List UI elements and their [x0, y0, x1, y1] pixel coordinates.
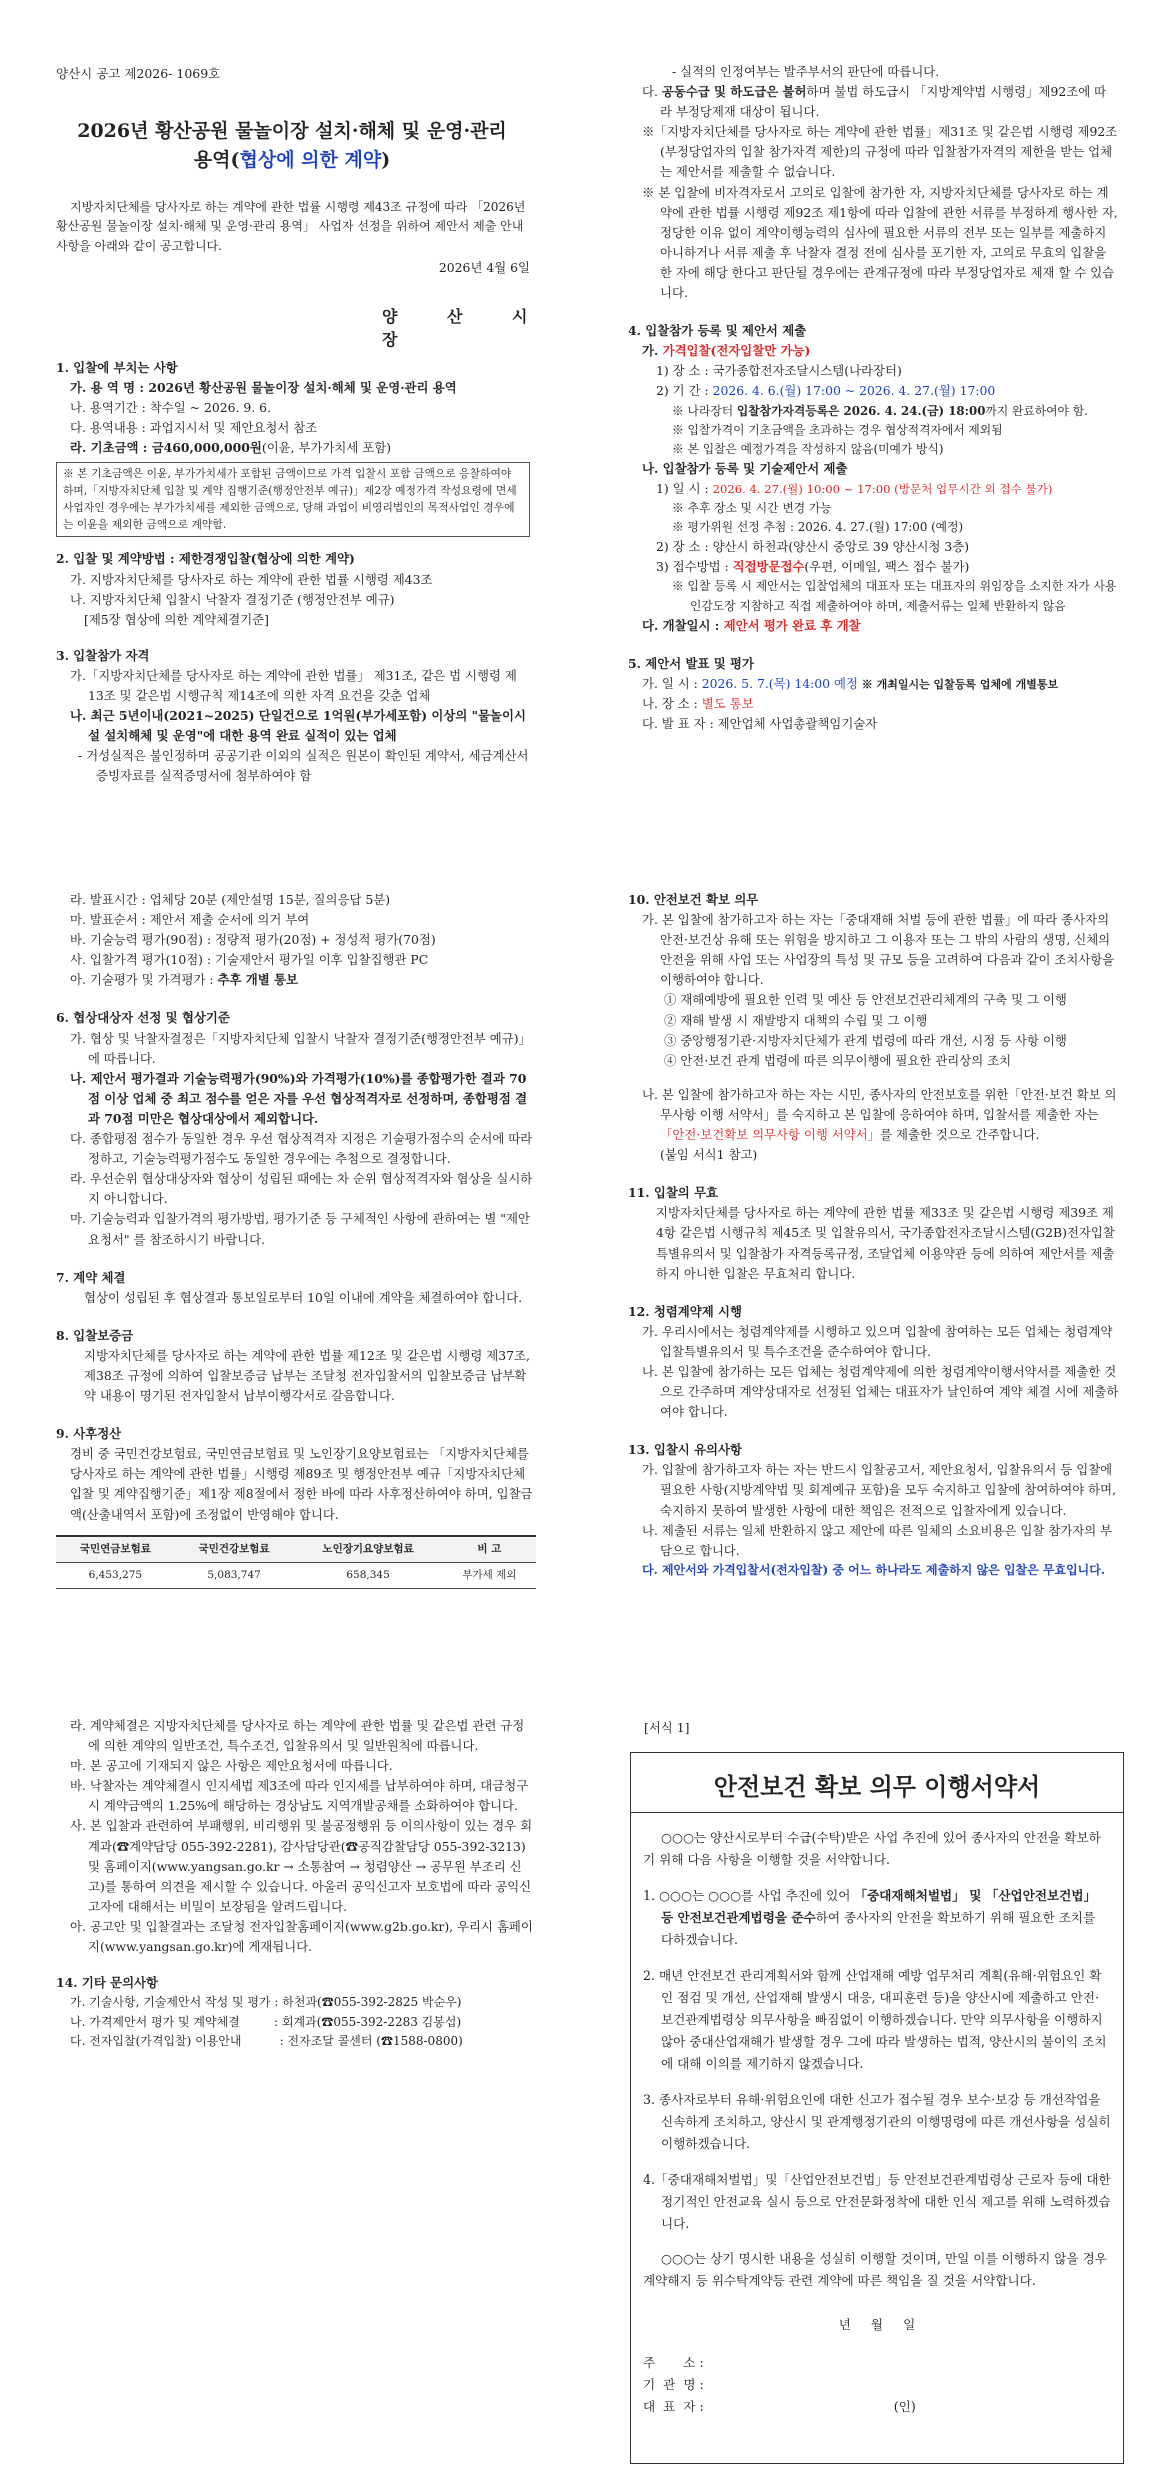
representative-field: 대 표 자 : (인): [643, 2398, 916, 2414]
notice-box: ※ 본 기초금액은 이윤, 부가가치세가 포함된 금액이므로 가격 입찰시 포함 금액으로 응찰하여야 하며,「지방자치단체 입찰 및 계약 집행기준(행정안전부 예규)」제2장 예정가격 작성요령에 면세사업자인 경우에는 부가가치세를 제외한 금액으로, 당해 과업이 비영리법인의 목적사업인 경우에는 이윤을 제외한 금액으로 계약함.: [56, 462, 530, 537]
list-item: ④ 안전·보건 관계 법령에 따른 의무이행에 필요한 관리상의 조치: [664, 1052, 1012, 1068]
list-item: 다. 용역내용 : 과업지시서 및 제안요청서 참조: [70, 420, 318, 436]
list-item: 가. 기술사항, 기술제안서 작성 및 평가 : 하천과(☎055-392-2825 박순우): [70, 1995, 462, 2010]
list-item: 라. 계약체결은 지방자치단체를 당사자로 하는 계약에 관한 법률 및 같은법 관련 규정에 의한 계약의 일반조건, 특수조건, 입찰유의서 및 일반원칙에 따릅니다.: [70, 1718, 525, 1754]
list-item: 경비 중 국민건강보험료, 국민연금보험료 및 노인장기요양보험료는 「지방자치단체를 당사자로 하는 계약에 관한 법률」시행령 제89조 및 행정안전부 예규「지방자치단체 입찰 및 계약집행기준」제1장 제8절에서 정한 바에 따라 사후정산하여야 하며, 입찰금액(산출내역서 포함)에 조정없이 반영해야 합니다.: [70, 1446, 533, 1522]
page-4: [584, 826, 1168, 1652]
section-title: 11. 입찰의 무효: [628, 1185, 719, 1201]
table-cell: 부가세 제외: [443, 1562, 536, 1588]
list-item: 가. 용 역 명 : 2026년 황산공원 물놀이장 설치·해체 및 운영·관리 용역: [70, 380, 457, 396]
list-item: 가.「지방자치단체를 당사자로 하는 계약에 관한 법률」 제31조, 같은 법 시행령 제13조 및 같은법 시행규칙 제14조에 의한 자격 요건을 갖춘 업체: [70, 667, 517, 703]
list-item: 지방자치단체를 당사자로 하는 계약에 관한 법률 제12조 및 같은법 시행령 제37조, 제38조 규정에 의하여 입찰보증금 납부는 조달청 전자입찰서의 입찰보증금 납부확약 내용이 명기된 전자입찰서 납부이행각서로 갈음합니다.: [84, 1347, 530, 1404]
list-item: ※ 나라장터 입찰참가자격등록은 2026. 4. 24.(금) 18:00까지 완료하여야 함.: [672, 403, 1088, 418]
section-title: 4. 입찰참가 등록 및 제안서 제출: [628, 323, 807, 339]
list-item: (붙임 서식1 참고): [660, 1147, 758, 1163]
list-item: ※ 본 입찰에 비자격자로서 고의로 입찰에 참가한 자, 지방자치단체를 당사자로 하는 계약에 관한 법률 시행령 제92조 제1항에 따라 입찰에 관한 서류를 부정하게 행사한 자, 정당한 이유 없이 계약이행능력의 심사에 필요한 서류의 전부 또는 일부를 제출하지 아니하거나 서류 제출 후 낙찰자 결정 전에 심사를 포기한 자, 고의로 무효의 입찰을 한 자에 해당 한다고 판단될 경우에는 관계규정에 따라 부정당업자로 제재 할 수 있습니다.: [642, 184, 1118, 301]
list-item: 마. 발표순서 : 제안서 제출 순서에 의거 부여: [70, 912, 310, 928]
pledge-item: 4.「중대재해처벌법」및「산업안전보건법」등 안전보건관계법령상 근로자 등에 대한 정기적인 안전교육 실시 등으로 안전문화정착에 대한 인식 제고를 위해 노력하겠습니다.: [643, 2172, 1111, 2232]
list-item: 다. 발 표 자 : 제안업체 사업총괄책임기술자: [642, 716, 878, 732]
section-title: 2. 입찰 및 계약방법 : 제한경쟁입찰(협상에 의한 계약): [56, 551, 355, 567]
section-title: 12. 청렴계약제 시행: [628, 1303, 742, 1319]
list-item: 아. 공고안 및 입찰결과는 조달청 전자입찰홈페이지(www.g2b.go.kr), 우리시 홈페이지(www.yangsan.go.kr)에 게재됩니다.: [70, 1918, 533, 1955]
list-item: ① 재해예방에 필요한 인력 및 예산 등 안전보건관리체계의 구축 및 그 이행: [664, 992, 1067, 1008]
list-item: 2) 기 간 : 2026. 4. 6.(월) 17:00 ~ 2026. 4. 27.(월) 17:00: [656, 383, 996, 399]
pledge-item: 2. 매년 안전보건 관리계획서와 함께 산업재해 예방 업무처리 계획(유해·위험요인 확인 점검 및 개선, 산업재해 발생시 대응, 대피훈련 등)을 양산시에 제출하고 안전·보건관계법령상 의무사항을 빠짐없이 이행하겠습니다. 만약 의무사항을 이행하지 않아 중대산업재해가 발생할 경우 그에 따라 발생하는 법적, 양산시의 불이익 조치에 대해 이의를 제기하지 않겠습니다.: [643, 1968, 1107, 2072]
list-item: ※ 본 입찰은 예정가격을 작성하지 않음(미예가 방식): [672, 441, 944, 456]
table-cell: 6,453,275: [56, 1562, 175, 1588]
section-title: 13. 입찰시 유의사항: [628, 1442, 742, 1458]
section-title: 7. 계약 체결: [56, 1269, 126, 1285]
pledge-item: 1. ○○○는 ○○○를 사업 추진에 있어 「중대재해처벌법」 및 「산업안전보건법」 등 안전보건관계법령을 준수하여 종사자의 안전을 확보하기 위해 필요한 조치를 다하겠습니다.: [643, 1888, 1097, 1948]
page-title: 2026년 황산공원 물놀이장 설치·해체 및 운영·관리 용역(협상에 의한 계약): [77, 120, 507, 172]
list-item: ※ 추후 장소 및 시간 변경 가능: [672, 501, 832, 516]
list-item: 협상이 성립된 후 협상결과 통보일로부터 10일 이내에 계약을 체결하여야 합니다.: [84, 1289, 523, 1305]
list-item: 가. 우리시에서는 청렴계약제를 시행하고 있으며 입찰에 참여하는 모든 업체는 청렴계약 입찰특별유의서 및 특수조건을 준수하여야 합니다.: [642, 1323, 1113, 1359]
page3-body: [56, 890, 536, 1589]
table-row: [56, 1562, 536, 1588]
list-item: 나. 제안서 평가결과 기술능력평가(90%)와 가격평가(10%)를 종합평가한 결과 70점 이상 업체 중 최고 점수를 얻은 자를 우선 협상적격자로 선정하며, 종합평점 결과 70점 미만은 협상대상에서 제외합니다.: [70, 1070, 528, 1126]
list-item: 나. 본 입찰에 참가하고자 하는 자는 시민, 종사자의 안전보호를 위한「안전·보건 확보 의무사항 이행 서약서」를 숙지하고 본 입찰에 응하여야 하며, 입찰서를 제출한 자는 「안전·보건확보 의무사항 이행 서약서」를 제출한 것으로 간주합니다.: [642, 1086, 1117, 1143]
page-2: [584, 0, 1168, 826]
intro-block: [56, 198, 530, 278]
list-item: 다. 개찰일시 : 제안서 평가 완료 후 개찰: [642, 617, 861, 633]
section-title: 5. 제안서 발표 및 평가: [628, 655, 754, 671]
list-item: 아. 기술평가 및 가격평가 : 추후 개별 통보: [70, 972, 298, 988]
form-intro: ○○○는 양산시로부터 수급(수탁)받은 사업 추진에 있어 종사자의 안전을 확보하기 위해 다음 사항을 이행할 것을 서약합니다.: [643, 1830, 1101, 1868]
list-item: 사. 본 입찰과 관련하여 부패행위, 비리행위 및 불공정행위 등 이의사항이 있는 경우 회계과(☎계약담당 055-392-2281), 감사담당관(☎공직감찰담당 055-392-3213) 및 홈페이지(www.yangsan.go.kr → 소통참여 → 청렴양산 → 공무원 부조리 신고)를 통하여 의견을 제시할 수 있습니다. 아울러 공익신고자 보호법에 따라 공익신고자에 대해서는 비밀이 보장됨을 알려드립니다.: [70, 1818, 533, 1914]
list-item: 마. 기술능력과 입찰가격의 평가방법, 평가기준 등 구체적인 사항에 관하여는 별 "제안요청서" 를 참조하시기 바랍니다.: [70, 1211, 530, 1247]
address-field: 주 소 :: [643, 2354, 704, 2370]
list-item: 다. 전자입찰(가격입찰) 이용안내 : 전자조달 콜센터 (☎1588-0800): [70, 2034, 463, 2049]
list-item: - 거성실적은 불인정하며 공공기관 이외의 실적은 원본이 확인된 계약서, 세금계산서 증빙자료를 실적증명서에 첨부하여야 함: [78, 748, 529, 784]
pledge-item: 3. 종사자로부터 유해·위험요인에 대한 신고가 접수될 경우 보수·보강 등 개선작업을 신속하게 조치하고, 양산시 및 관계행정기관의 이행명령에 따른 개선사항을 성실히 이행하겠습니다.: [643, 2092, 1111, 2152]
table-header-row: [56, 1536, 536, 1563]
page4-body: [628, 890, 1120, 1580]
list-item: 나. 장 소 : 별도 통보: [642, 695, 754, 711]
section-title: 3. 입찰참가 자격: [56, 647, 150, 663]
list-item: 라. 우선순위 협상대상자와 협상이 성립된 때에는 차 순위 협상적격자와 협상을 실시하지 아니합니다.: [70, 1171, 533, 1207]
list-item: 나. 본 입찰에 참가하는 모든 업체는 청렴계약제에 의한 청렴계약이행서약서를 제출한 것으로 간주하며 계약상대자로 선정된 업체는 대표자가 날인하여 계약 체결 시에 제출하여야 합니다.: [642, 1363, 1119, 1420]
table-header: 비 고: [443, 1536, 536, 1563]
table-cell: 5,083,747: [175, 1562, 294, 1588]
form-label: [서식 1]: [644, 1720, 690, 1735]
list-item: 지방자치단체를 당사자로 하는 계약에 관한 법률 제33조 및 같은법 시행령 제39조 제4항 같은법 시행규칙 제45조 및 입찰유의서, 국가종합전자조달시스템(G2B)전자입찰특별유의서 및 입찰참가 자격등록규정, 조달업체 이용약관 등에 의하여 제안서를 제출하지 아니한 입찰은 무효처리 합니다.: [656, 1205, 1115, 1281]
list-item: ③ 중앙행정기관·지방자치단체가 관계 법령에 따라 개선, 시정 등 사항 이행: [664, 1032, 1067, 1048]
list-item: 2) 장 소 : 양산시 하천과(양산시 중앙로 39 양산시청 3층): [656, 539, 970, 555]
list-item: 라. 기초금액 : 금460,000,000원(이윤, 부가가치세 포함): [70, 440, 392, 456]
page-5: [0, 1652, 584, 2478]
section-title: 1. 입찰에 부치는 사항: [56, 360, 178, 375]
page2-body: [628, 62, 1118, 734]
list-item: ※ 평가위원 선정 추첨 : 2026. 4. 27.(월) 17:00 (예정): [672, 520, 964, 535]
seal-mark: (인): [893, 2398, 916, 2414]
list-item: 마. 본 공고에 기재되지 않은 사항은 제안요청서에 따릅니다.: [70, 1758, 393, 1774]
list-item: ※ 입찰 등록 시 제안서는 입찰업체의 대표자 또는 대표자의 위임장을 소지한 자가 사용인감도장 지참하고 직접 제출하여야 하며, 제출서류는 일체 반환하지 않음: [672, 579, 1117, 613]
list-item: 가. 본 입찰에 참가하고자 하는 자는「중대재해 처벌 등에 관한 법률」에 따라 종사자의 안전·보건상 유해 또는 위험을 방지하고 그 이용자 또는 그 밖의 사람의 생명, 신체의 안전을 위해 사업 또는 사업장의 특성 및 규모 등을 고려하여 다음과 같이 조치사항을 이행하여야 합니다.: [642, 912, 1115, 988]
form-title: 안전보건 확보 의무 이행서약서: [713, 1772, 1041, 1801]
list-item: 라. 발표시간 : 업체당 20분 (제안설명 15분, 질의응답 5분): [70, 892, 391, 907]
section-title: 14. 기타 문의사항: [56, 1975, 159, 1991]
list-item: 다. 공동수급 및 하도급은 불허하며 불법 하도급시 「지방계약법 시행령」제92조에 따라 부정당제재 대상이 됩니다.: [642, 84, 1107, 120]
list-item: 바. 기술능력 평가(90점) : 정량적 평가(20점) + 정성적 평가(70점): [70, 932, 436, 948]
list-item: ※ 입찰가격이 기초금액을 초과하는 경우 협상적격자에서 제외됨: [672, 422, 1003, 437]
page5-body: [56, 1716, 536, 2052]
list-item: 1) 일 시 : 2026. 4. 27.(월) 10:00 ~ 17:00 (방문처 업무시간 외 접수 불가): [656, 480, 1053, 496]
list-item: 나. 용역기간 : 착수일 ~ 2026. 9. 6.: [70, 400, 271, 416]
list-item: ② 재해 발생 시 재발방지 대책의 수립 및 그 이행: [664, 1012, 928, 1028]
form-body: [631, 1827, 1123, 2418]
organization-field: 기 관 명 :: [643, 2376, 704, 2392]
section-title: 10. 안전보건 확보 의무: [628, 892, 759, 907]
form-date: 년 월 일: [838, 2316, 916, 2332]
table-header: 국민연금보험료: [56, 1536, 175, 1563]
list-item: - 실적의 인정여부는 발주부서의 판단에 따릅니다.: [672, 64, 940, 79]
list-item: 나. 제출된 서류는 일체 반환하지 않고 제안에 따른 일체의 소요비용은 입찰 참가자의 부담으로 합니다.: [642, 1522, 1113, 1558]
list-item: [제5장 협상에 의한 계약체결기준]: [84, 611, 269, 627]
list-item: 3) 접수방법 : 직접방문접수(우편, 이메일, 팩스 접수 불가): [656, 559, 970, 575]
list-item: 가. 가격입찰(전자입찰만 가능): [642, 343, 811, 359]
list-item: 가. 협상 및 낙찰자결정은「지방자치단체 입찰시 낙찰자 결정기준(행정안전부 예규)」에 따릅니다.: [70, 1030, 531, 1066]
list-item: 바. 낙찰자는 계약체결시 인지세법 제3조에 따라 인지세를 납부하여야 하며, 대금청구시 계약금액의 1.25%에 해당하는 경상남도 지역개발공채를 소화하여야 합니다.: [70, 1778, 529, 1814]
list-item: 1) 장 소 : 국가종합전자조달시스템(나라장터): [656, 363, 902, 379]
list-item: 사. 입찰가격 평가(10점) : 기술제안서 평가일 이후 입찰집행관 PC: [70, 952, 429, 968]
table-header: 노인장기요양보험료: [293, 1536, 442, 1563]
list-item: 가. 입찰에 참가하고자 하는 자는 반드시 입찰공고서, 제안요청서, 입찰유의서 등 입찰에 필요한 사항(지방계약법 및 회계예규 포함)을 모두 숙지하고 입찰에 참여하여야 하며, 숙지하지 못하여 발생한 사항에 대한 책임은 전적으로 입찰자에게 있습니다.: [642, 1462, 1117, 1518]
list-item: 가. 지방자치단체를 당사자로 하는 계약에 관한 법률 시행령 제43조: [70, 571, 433, 587]
table-header: 국민건강보험료: [175, 1536, 294, 1563]
list-item: 나. 지방자치단체 입찰시 낙찰자 결정기준 (행정안전부 예규): [70, 591, 395, 607]
insurance-table: [56, 1535, 536, 1589]
notice-number: 양산시 공고 제2026- 1069호: [56, 66, 221, 81]
list-item: 다. 종합평점 점수가 동일한 경우 우선 협상적격자 지정은 기술평가점수의 순서에 따라 정하고, 기술능력평가점수도 동일한 경우에는 추첨으로 결정합니다.: [70, 1131, 533, 1167]
sections-1-3: [56, 346, 530, 786]
pledge-form: [630, 1752, 1124, 2464]
list-item: 나. 입찰참가 등록 및 기술제안서 제출: [642, 460, 848, 476]
list-item: ※「지방자치단체를 당사자로 하는 계약에 관한 법률」제31조 및 같은법 시행령 제92조(부정당업자의 입찰 참가자격 제한)의 규정에 따라 입찰참가자격의 제한을 받는 업체는 제안서를 제출할 수 없습니다.: [642, 124, 1118, 180]
form-closing: ○○○는 상기 명시한 내용을 성실히 이행할 것이며, 만일 이를 이행하지 않을 경우 계약해지 등 위수탁계약등 관련 계약에 따른 책임을 질 것을 서약합니다.: [643, 2250, 1107, 2288]
list-item: 나. 가격제안서 평가 및 계약체결 : 회계과(☎055-392-2283 김봉섭): [70, 2014, 462, 2029]
announce-date: 2026년 4월 6일: [438, 260, 530, 276]
page-1: [0, 0, 584, 826]
page-3: [0, 826, 584, 1652]
list-item: 나. 최근 5년이내(2021~2025) 단일건으로 1억원(부가세포함) 이상의 "물놀이시설 설치해체 및 운영"에 대한 용역 완료 실적이 있는 업체: [70, 708, 526, 744]
divider: [631, 1812, 1123, 1813]
section-title: 6. 협상대상자 선정 및 협상기준: [56, 1010, 230, 1026]
list-item: 다. 제안서와 가격입찰서(전자입찰) 중 어느 하나라도 제출하지 않은 입찰은 무효입니다.: [642, 1562, 1106, 1577]
signer: 양 산 시 장: [382, 307, 550, 349]
list-item: 가. 일 시 : 2026. 5. 7.(목) 14:00 예정 ※ 개최일시는 입찰등록 업체에 개별통보: [642, 675, 1059, 691]
section-title: 9. 사후정산: [56, 1426, 122, 1442]
section-title: 8. 입찰보증금: [56, 1327, 134, 1343]
table-cell: 658,345: [293, 1562, 442, 1588]
intro-text: 지방자치단체를 당사자로 하는 계약에 관한 법률 시행령 제43조 규정에 따라 「2026년 황산공원 물놀이장 설치·해체 및 운영·관리 용역」 사업자 선정을 위하여 제안서 제출 안내사항을 아래와 같이 공고합니다.: [56, 200, 526, 253]
